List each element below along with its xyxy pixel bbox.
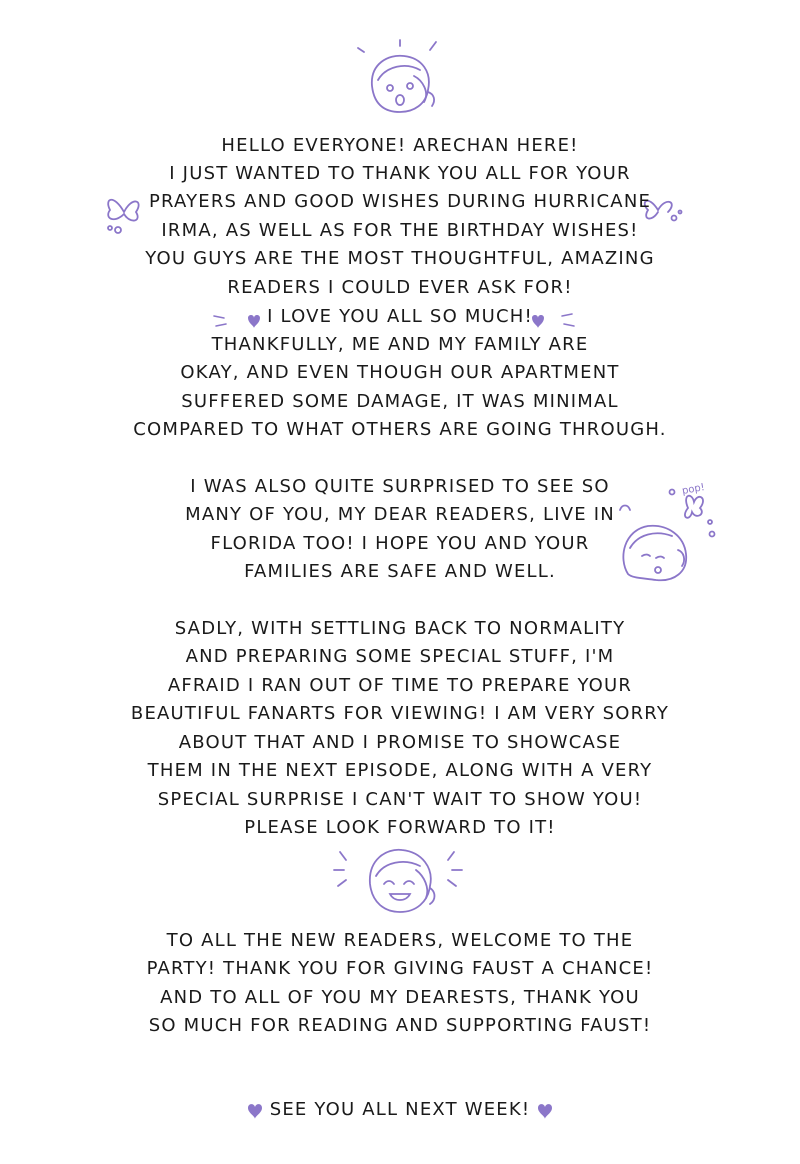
text-line: BEAUTIFUL FANARTS FOR VIEWING! I AM VERY SORRY: [130, 703, 670, 724]
text-line: SUFFERED SOME DAMAGE, IT WAS MINIMAL: [181, 391, 619, 412]
text-line: THEM IN THE NEXT EPISODE, ALONG WITH A VERY: [147, 760, 653, 781]
text-line: OKAY, AND EVEN THOUGH OUR APARTMENT: [180, 362, 620, 383]
text-line: THANKFULLY, ME AND MY FAMILY ARE: [211, 334, 589, 355]
pop-label: pop!: [681, 482, 706, 497]
text-line: FAMILIES ARE SAFE AND WELL.: [244, 561, 556, 582]
text-line: ABOUT THAT AND I PROMISE TO SHOWCASE: [178, 732, 622, 753]
text-line: SADLY, WITH SETTLING BACK TO NORMALITY: [174, 618, 626, 639]
closing-line: [0, 1096, 800, 1124]
text-line: I LOVE YOU ALL SO MUCH!: [267, 306, 533, 327]
text-line: AFRAID I RAN OUT OF TIME TO PREPARE YOUR: [167, 675, 633, 696]
text-line: SPECIAL SURPRISE I CAN'T WAIT TO SHOW YOU!: [157, 789, 643, 810]
text-line: FLORIDA TOO! I HOPE YOU AND YOUR: [210, 533, 590, 554]
text-line: PLEASE LOOK FORWARD TO IT!: [244, 817, 556, 838]
heart-icon: [536, 1101, 554, 1119]
surprised-face-icon: [350, 36, 450, 120]
text-line: I WAS ALSO QUITE SURPRISED TO SEE SO: [190, 476, 610, 497]
text-line: YOU GUYS ARE THE MOST THOUGHTFUL, AMAZING: [145, 248, 655, 269]
text-line: PARTY! THANK YOU FOR GIVING FAUST A CHANCE!: [146, 958, 654, 979]
text-line: IRMA, AS WELL AS FOR THE BIRTHDAY WISHES!: [161, 220, 639, 241]
text-line: PRAYERS AND GOOD WISHES DURING HURRICANE: [148, 191, 652, 212]
text-line: HELLO EVERYONE! ARECHAN HERE!: [221, 135, 579, 156]
text-line: COMPARED TO WHAT OTHERS ARE GOING THROUGH.: [133, 419, 667, 440]
heart-icon: [246, 1101, 264, 1119]
text-line: READERS I COULD EVER ASK FOR!: [227, 277, 573, 298]
text-line: AND PREPARING SOME SPECIAL STUFF, I'M: [185, 646, 615, 667]
happy-face-icon: [330, 840, 470, 920]
heart-icon: [528, 308, 580, 332]
text-line: TO ALL THE NEW READERS, WELCOME TO THE: [166, 930, 634, 951]
text-line: SO MUCH FOR READING AND SUPPORTING FAUST!: [148, 1015, 652, 1036]
sad-face-icon: [612, 478, 724, 590]
text-line: AND TO ALL OF YOU MY DEARESTS, THANK YOU: [160, 987, 640, 1008]
text-line: I JUST WANTED TO THANK YOU ALL FOR YOUR: [169, 163, 631, 184]
closing-text: SEE YOU ALL NEXT WEEK!: [269, 1099, 531, 1120]
text-line: MANY OF YOU, MY DEAR READERS, LIVE IN: [185, 504, 615, 525]
